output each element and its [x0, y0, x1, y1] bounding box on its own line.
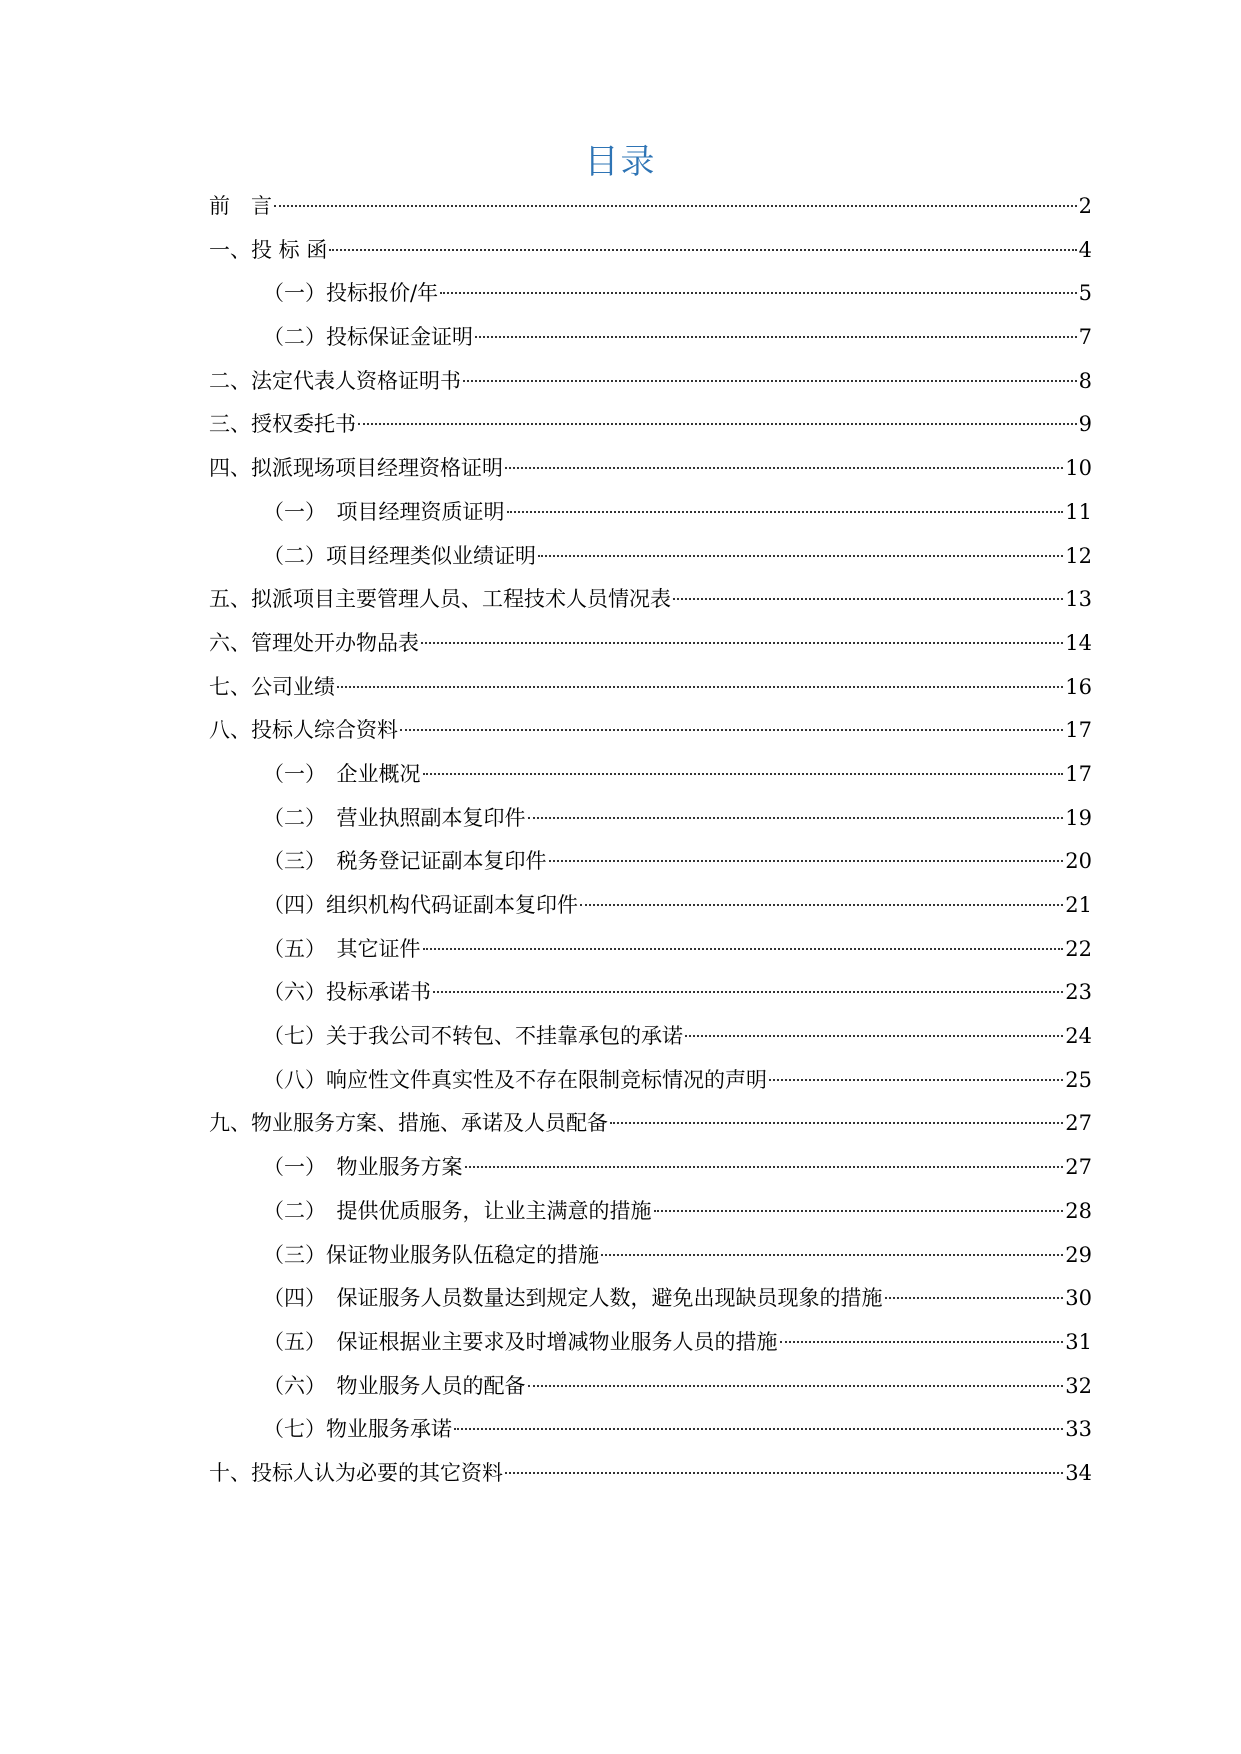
toc-entry[interactable] [209, 1191, 1092, 1235]
toc-entry[interactable] [209, 972, 1092, 1016]
toc-entry[interactable] [209, 1409, 1092, 1453]
toc-entry-label: （三） 税务登记证副本复印件 [263, 849, 547, 874]
toc-entry-page-number: 23 [1065, 980, 1092, 1005]
dot-leader [885, 1297, 1064, 1299]
toc-entry[interactable] [209, 1147, 1092, 1191]
toc-entry-label: 六、管理处开办物品表 [209, 630, 419, 655]
toc-entry-label: 五、拟派项目主要管理人员、工程技术人员情况表 [209, 587, 671, 612]
toc-entry[interactable] [209, 1322, 1092, 1366]
toc-entry[interactable] [209, 536, 1092, 580]
toc-entry-label: （四） 保证服务人员数量达到规定人数，避免出现缺员现象的措施 [263, 1286, 883, 1311]
toc-entry-page-number: 14 [1065, 630, 1092, 655]
toc-entry-label: （二）项目经理类似业绩证明 [263, 543, 536, 568]
toc-entry-page-number: 16 [1065, 674, 1092, 699]
dot-leader [538, 555, 1063, 557]
dot-leader [780, 1341, 1064, 1343]
toc-entry[interactable] [209, 754, 1092, 798]
toc-entry-page-number: 20 [1065, 849, 1092, 874]
toc-entry-page-number: 30 [1065, 1286, 1092, 1311]
toc-entry[interactable] [209, 623, 1092, 667]
toc-entry[interactable] [209, 361, 1092, 405]
toc-entry-page-number: 24 [1065, 1024, 1092, 1049]
toc-entry-label: 九、物业服务方案、措施、承诺及人员配备 [209, 1111, 608, 1136]
toc-entry[interactable] [209, 667, 1092, 711]
dot-leader [528, 817, 1064, 819]
toc-entry-page-number: 9 [1078, 412, 1092, 437]
dot-leader [654, 1210, 1064, 1212]
dot-leader [463, 380, 1077, 382]
toc-entry-label: （二） 提供优质服务，让业主满意的措施 [263, 1198, 652, 1223]
toc-entry-page-number: 32 [1065, 1373, 1092, 1398]
toc-entry-label: （五） 保证根据业主要求及时增减物业服务人员的措施 [263, 1329, 778, 1354]
toc-entry-page-number: 2 [1078, 194, 1092, 218]
toc-entry[interactable] [209, 273, 1092, 317]
toc-entry-label: 一、投 标 函 [209, 237, 328, 262]
toc-entry-page-number: 33 [1065, 1417, 1092, 1442]
toc-entry-page-number: 27 [1065, 1111, 1092, 1136]
dot-leader [421, 642, 1063, 644]
toc-entry[interactable] [209, 1366, 1092, 1410]
toc-entry[interactable] [209, 885, 1092, 929]
dot-leader [505, 467, 1063, 469]
dot-leader [423, 773, 1064, 775]
dot-leader [528, 1385, 1064, 1387]
toc-entry[interactable] [209, 710, 1092, 754]
toc-entry[interactable] [209, 1016, 1092, 1060]
toc-entry[interactable] [209, 798, 1092, 842]
toc-entry-label: （一） 物业服务方案 [263, 1155, 463, 1180]
toc-entry[interactable] [209, 230, 1092, 274]
dot-leader [465, 1166, 1064, 1168]
dot-leader [549, 860, 1064, 862]
toc-entry-label: （五） 其它证件 [263, 936, 421, 961]
toc-entry-page-number: 5 [1078, 281, 1092, 306]
toc-entry-page-number: 22 [1065, 936, 1092, 961]
dot-leader [769, 1079, 1063, 1081]
toc-entry[interactable] [209, 841, 1092, 885]
dot-leader [274, 205, 1077, 207]
toc-entry-page-number: 8 [1078, 368, 1092, 393]
toc-entry-page-number: 27 [1065, 1155, 1092, 1180]
toc-entry[interactable] [209, 1278, 1092, 1322]
toc-entry-label: 十、投标人认为必要的其它资料 [209, 1460, 503, 1485]
toc-entry-label: （七）关于我公司不转包、不挂靠承包的承诺 [263, 1024, 683, 1049]
toc-entry[interactable] [209, 448, 1092, 492]
toc-entry-page-number: 34 [1065, 1460, 1092, 1485]
toc-entry-page-number: 19 [1065, 805, 1092, 830]
toc-entry-label: （六）投标承诺书 [263, 980, 431, 1005]
toc-entry-page-number: 29 [1065, 1242, 1092, 1267]
toc-entry[interactable] [209, 186, 1092, 230]
dot-leader [433, 991, 1063, 993]
dot-leader [454, 1428, 1063, 1430]
dot-leader [337, 686, 1063, 688]
toc-entry-label: （六） 物业服务人员的配备 [263, 1373, 526, 1398]
toc-entry[interactable] [209, 1453, 1092, 1497]
toc-entry[interactable] [209, 1235, 1092, 1279]
dot-leader [400, 729, 1063, 731]
toc-entry-label: 七、公司业绩 [209, 674, 335, 699]
toc-entry-page-number: 31 [1065, 1329, 1092, 1354]
toc-entry[interactable] [209, 1060, 1092, 1104]
toc-entry-label: （二）投标保证金证明 [263, 325, 473, 350]
toc-entry[interactable] [209, 317, 1092, 361]
toc-entry[interactable] [209, 492, 1092, 536]
toc-entry-page-number: 12 [1065, 543, 1092, 568]
toc-entry-label: （八）响应性文件真实性及不存在限制竞标情况的声明 [263, 1067, 767, 1092]
toc-entry-page-number: 17 [1065, 761, 1092, 786]
dot-leader [610, 1122, 1063, 1124]
toc-entry-page-number: 10 [1065, 456, 1092, 481]
toc-entry-label: 四、拟派现场项目经理资格证明 [209, 456, 503, 481]
toc-entry-label: 前 言 [209, 194, 272, 218]
toc-entry-label: 三、授权委托书 [209, 412, 356, 437]
toc-entry-page-number: 11 [1065, 499, 1092, 524]
toc-entry-label: （七）物业服务承诺 [263, 1417, 452, 1442]
toc-entry-label: （一）投标报价/年 [263, 281, 439, 306]
toc-entry-label: （一） 企业概况 [263, 761, 421, 786]
toc-entry-page-number: 25 [1065, 1067, 1092, 1092]
toc-entry-label: 八、投标人综合资料 [209, 718, 398, 743]
dot-leader [329, 249, 1076, 251]
dot-leader [423, 948, 1064, 950]
toc-entry[interactable] [209, 929, 1092, 973]
toc-list [209, 186, 1092, 1497]
toc-entry-page-number: 17 [1065, 718, 1092, 743]
dot-leader [580, 904, 1063, 906]
toc-entry[interactable] [209, 579, 1092, 623]
dot-leader [505, 1472, 1063, 1474]
toc-entry[interactable] [209, 404, 1092, 448]
dot-leader [475, 336, 1077, 338]
toc-title: 目录 [584, 142, 657, 182]
toc-entry-label: （二） 营业执照副本复印件 [263, 805, 526, 830]
toc-entry[interactable] [209, 1103, 1092, 1147]
toc-entry-label: （一） 项目经理资质证明 [263, 499, 505, 524]
toc-entry-page-number: 21 [1065, 893, 1092, 917]
toc-entry-label: 二、法定代表人资格证明书 [209, 368, 461, 393]
toc-entry-page-number: 13 [1065, 587, 1092, 612]
dot-leader [685, 1035, 1063, 1037]
toc-entry-label: （四）组织机构代码证副本复印件 [263, 893, 578, 917]
dot-leader [601, 1254, 1063, 1256]
toc-entry-page-number: 7 [1078, 325, 1092, 350]
toc-entry-label: （三）保证物业服务队伍稳定的措施 [263, 1242, 599, 1267]
dot-leader [673, 598, 1063, 600]
toc-entry-page-number: 4 [1078, 237, 1092, 262]
dot-leader [358, 423, 1077, 425]
dot-leader [440, 292, 1077, 294]
toc-entry-page-number: 28 [1065, 1198, 1092, 1223]
dot-leader [507, 511, 1064, 513]
